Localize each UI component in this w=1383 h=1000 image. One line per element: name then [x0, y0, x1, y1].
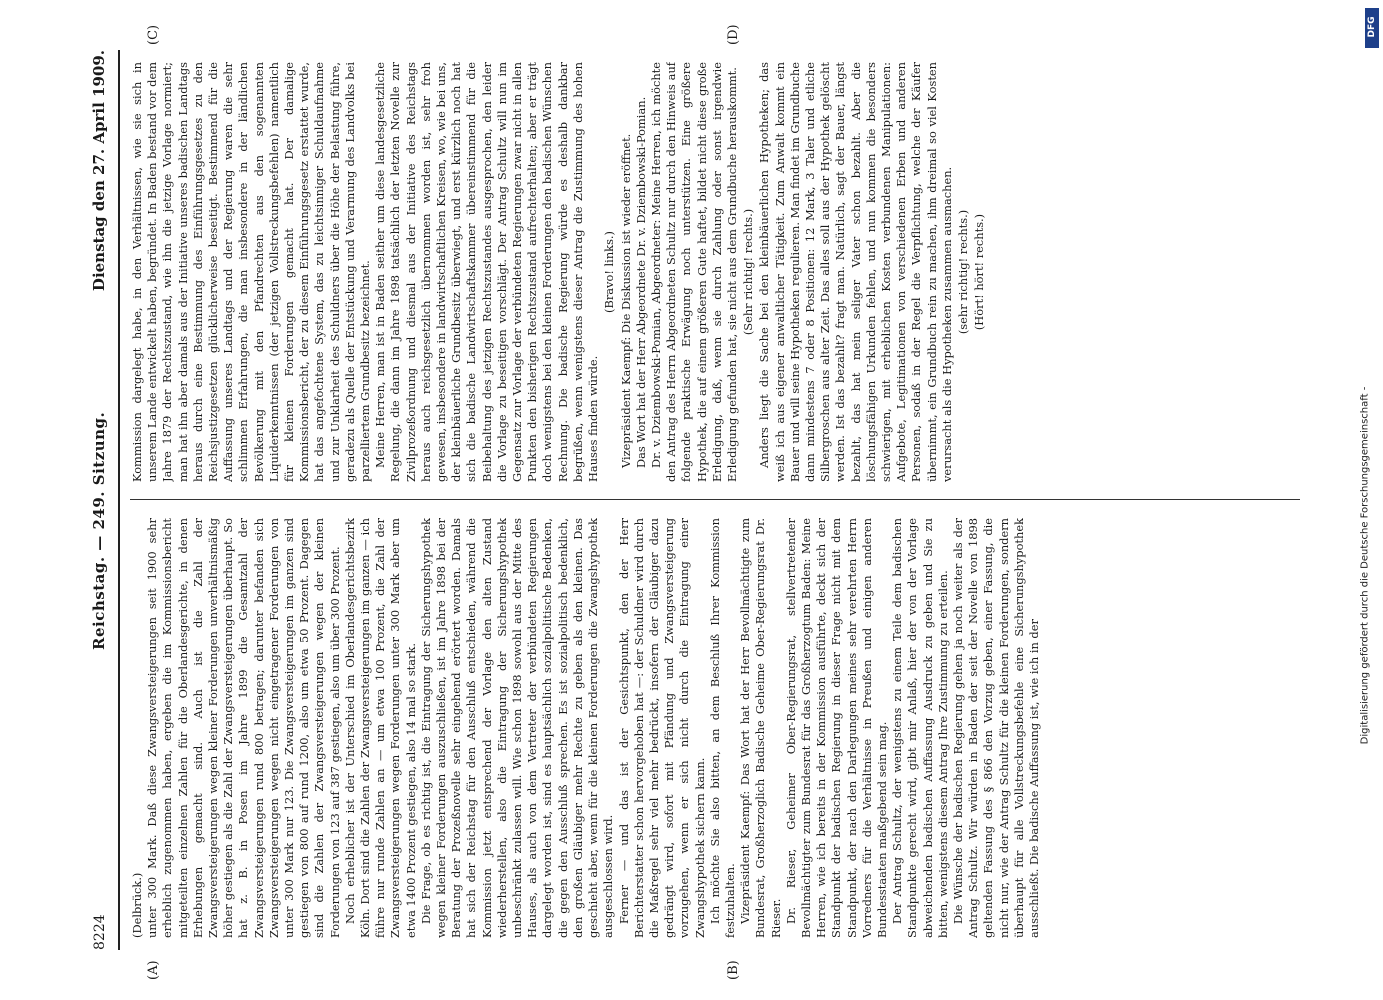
margin-marker-a: (A)	[146, 960, 161, 980]
document-page	[86, 24, 1326, 980]
margin-marker-c: (C)	[146, 24, 161, 45]
paragraph: Vizepräsident Kaempf: Die Diskussion ist wieder eröffnet.	[618, 133, 633, 468]
paragraph: Kommission dargelegt habe, in den Verhältnissen, wie sie sich in unserem Lande entwickelt haben, begründet. In Baden bestand vor dem Jahre 1879 der Rechtszustand, wie ihn die jetzige Vorlage normiert; man hat ihn aber damals aus der Initiative unseres badischen Landtags heraus durch eine Bestimmung des Einführungsgesetzes zu den Reichsjustizgesetzen glücklicherweise beseitigt. Bestimmend für die Auffassung unseres Landtags und der Regierung waren die sehr schlimmen Erfahrungen, die man insbesondere in der ländlichen Bevölkerung mit den Pfandrechten aus den sogenannten Liquiderkenntnissen (der jetzigen Vollstreckungsbefehlen) namentlich für kleinen Forderungen gemacht hat. Der damalige Kommissionsbericht, der zu diesem Einführungsgesetz erstattet wurde, hat das angefochtene System, das zu leichtsinniger Schuldaufnahme und zur Unklarheit des Schuldners über die Höhe der Belastung führe, geradezu als Quelle der Entstückung und Verarmung des Landvolks bei parzelliertem Grundbesitz bezeichnet.	[130, 62, 373, 482]
interjection: (sehr richtig! rechts.)	[955, 209, 970, 335]
interjection: (Sehr richtig! rechts.)	[741, 208, 756, 336]
right-column	[130, 62, 1310, 482]
paragraph: Vizepräsident Kaempf: Das Wort hat der Herr Bevollmächtigte zum Bundesrat, Großherzoglich Badische Geheime Ober-Regierungsrat Dr. Rieser.	[738, 518, 783, 938]
margin-marker-d: (D)	[726, 24, 741, 45]
paragraph: Noch erheblicher ist der Unterschied im Oberlandesgerichtsbezirk Köln. Dort sind die Zahlen der Zwangsversteigerungen im ganzen — ich führe nur runde Zahlen an — um etwa 100 Prozent, die Zahl der Zwangsversteigerungen wegen Forderungen unter 300 Mark aber um etwa 1400 Prozent gestiegen, also 14 mal so stark.	[342, 518, 418, 938]
digitization-credit	[1359, 0, 1379, 1000]
left-column	[130, 518, 1310, 938]
credit-text: Digitalisierung gefördert durch die Deutsche Forschungsgemeinschaft -	[1359, 386, 1371, 745]
paragraph: Dr. v. Dziembowski-Pomian, Abgeordneter: Meine Herren, ich möchte den Antrag des Herrn Abgeordneten Schultz nur durch den Hinweis auf folgende praktische Erwägung noch unterstützen. Eine größere Hypothek, die auf einem größeren Gute haftet, bildet nicht diese große Erledigung, daß, wenn sie durch Zahlung oder sonst irgendwie Erledigung gefunden hat, sie nicht aus dem Grundbuche herauskommt.	[648, 62, 739, 482]
paragraph: unter 300 Mark. Daß diese Zwangsversteigerungen seit 1900 sehr erheblich zugenommen haben, ergeben die im Kommissionsbericht mitgeteilten einzelnen Zahlen für die Oberlandesgerichte, in denen Erhebungen gemacht sind. Auch ist die Zahl der Zwangsversteigerungen wegen kleiner Forderungen unverhältnismäßig höher gestiegen als die Zahl der Zwangsversteigerungen überhaupt. So hat z. B. in Posen im Jahre 1899 die Gesamtzahl der Zwangsversteigerungen rund 800 betragen; darunter befanden sich Zwangsversteigerungen wegen nicht eingetragener Forderungen von unter 300 Mark nur 123. Die Zwangsversteigerungen im ganzen sind gestiegen von 800 auf rund 1200, also um etwa 50 Prozent. Dagegen sind die Zahlen der Zwangsversteigerungen wegen der kleinen Forderungen von 123 auf 387 gestiegen, also um über 300 Prozent.	[145, 518, 342, 938]
page-number: 8224	[92, 914, 108, 950]
margin-marker-b: (B)	[726, 960, 741, 980]
paragraph: Dr. Rieser, Geheimer Ober-Regierungsrat, stellvertretender Bevollmächtigter zum Bundesrat für das Großherzogtum Baden: Meine Herren, wie ich bereits in der Kommission ausführte, deckt sich der Standpunkt der badischen Regierung in dieser Frage nicht mit dem Standpunkt, der nach den Darlegungen meines sehr verehrten Herrn Vorredners für die Verhältnisse in Preußen und einigen anderen Bundesstaaten maßgebend sein mag.	[783, 518, 889, 938]
paragraph: Das Wort hat der Herr Abgeordnete Dr. v. Dziembowski-Pomian.	[633, 96, 648, 468]
dfg-logo: DFG	[1365, 8, 1379, 48]
paragraph: Die Frage, ob es richtig ist, die Eintragung der Sicherungshypothek wegen kleiner Forderungen auszuschließen, ist im Jahre 1898 bei der Beratung der Prozeßnovelle sehr eingehend erörtert worden. Damals hat sich der Reichstag für den Ausschluß entschieden, während die Kommission jetzt entsprechend der Vorlage den alten Zustand wiederherstellen, also die Eintragung der Sicherungshypothek unbeschränkt zulassen will. Wie schon 1898 sowohl aus der Mitte des Hauses, als auch von dem Vertreter der verbündeten Regierungen dargelegt worden ist, sind es hauptsächlich sozialpolitische Bedenken, die gegen den Ausschluß sprechen. Es ist sozialpolitisch bedenklich, den großen Gläubiger mehr Rechte zu geben als den kleinen. Das geschieht aber, wenn für die kleinen Forderungen die Zwangshypothek ausgeschlossen wird.	[418, 518, 616, 938]
session-title: Reichstag. — 249. Sitzung.	[90, 411, 108, 650]
column-divider	[130, 499, 1300, 500]
session-date: Dienstag den 27. April 1909.	[90, 50, 108, 292]
paragraph: Die Wünsche der badischen Regierung gehen ja noch weiter als der Antrag Schultz. Wir würden in Baden der seit der Novelle von 1898 geltenden Fassung des § 866 den Vorzug geben, einer Fassung, die nicht nur, wie der Antrag Schultz für die kleinen Forderungen, sondern überhaupt für alle Vollstreckungsbefehle eine Sicherungshypothek ausschließt. Die badische Auffassung ist, wie ich in der	[950, 518, 1041, 938]
paragraph: Ferner — und das ist der Gesichtspunkt, den der Herr Berichterstatter schon hervorgehoben hat —: der Schuldner wird durch die Maßregel sehr viel mehr bedrückt, insofern der Gläubiger dazu gedrängt wird, sofort mit Pfändung und Zwangsversteigerung vorzugehen, wenn er sich nicht durch die Eintragung einer Zwangshypothek sichern kann.	[616, 518, 707, 938]
interjection: (Bravo! links.)	[602, 231, 617, 313]
paragraph: Der Antrag Schultz, der wenigstens zu einem Teile dem badischen Standpunkte gerecht wird, gibt mir Anlaß, hier der von der Vorlage abweichenden badischen Auffassung Ausdruck zu geben und Sie zu bitten, wenigstens diesem Antrag Ihre Zustimmung zu erteilen.	[890, 518, 950, 938]
page-header	[86, 50, 120, 950]
paragraph: Anders liegt die Sache bei den kleinbäuerlichen Hypotheken; das weiß ich aus eigener anwaltlicher Tätigkeit. Zum Anwalt kommt ein Bauer und will seine Hypotheken regulieren. Man findet im Grundbuche dann mindestens 7 oder 8 Positionen: 12 Mark, 3 Taler und etliche Silbergroschen aus alter Zeit. Das alles soll aus der Hypothek gelöscht werden. Ist das bezahlt? fragt man. Natürlich, sagt der Bauer, längst bezahlt, das hat mein seliger Vater schon bezahlt. Aber die löschungsfähigen Urkunden fehlen, und nun kommen die besonders schwierigen, mit erheblichen Kosten verbundenen Manipulationen: Aufgebote, Legitimationen von verschiedenen Erben und anderen Personen, sodaß in der Regel die Verpflichtung, welche der Käufer übernimmt, ein Grundbuch rein zu machen, ihm dreimal so viel Kosten verursacht als die Hypotheken zusammen ausmachen.	[757, 62, 954, 482]
interjection: (Hört! hört! rechts.)	[972, 213, 987, 331]
paragraph: (Delbrück.)	[130, 872, 144, 938]
paragraph: Meine Herren, man ist in Baden seither um diese landesgesetzliche Regelung, die dann im Jahre 1898 tatsächlich der letzten Novelle zur Zivilprozeßordnung und diesmal aus der Initiative des Reichstags heraus auch reichsgesetzlich übernommen worden ist, sehr froh gewesen, insbesondere in landwirtschaftlichen Kreisen, wo, wie bei uns, der kleinbäuerliche Grundbesitz überwiegt, und erst kürzlich noch hat sich die badische Landwirtschaftskammer übereinstimmend für die Beibehaltung des jetzigen Rechtszustandes ausgesprochen, den leider die Vorlage zu beseitigen vorschlägt. Der Antrag Schultz will nun im Gegensatz zur Vorlage der verbündeten Regierungen zwar nicht in allen Punkten den bisherigen Rechtszustand aufrechterhalten; aber er trägt doch wenigstens bei den kleinen Forderungen den badischen Wünschen Rechnung. Die badische Regierung würde es deshalb dankbar begrüßen, wenn wenigstens dieser Antrag die Zustimmung des hohen Hauses finden würde.	[373, 62, 601, 482]
paragraph: Ich möchte Sie also bitten, an dem Beschluß Ihrer Kommission festzuhalten.	[707, 518, 737, 938]
